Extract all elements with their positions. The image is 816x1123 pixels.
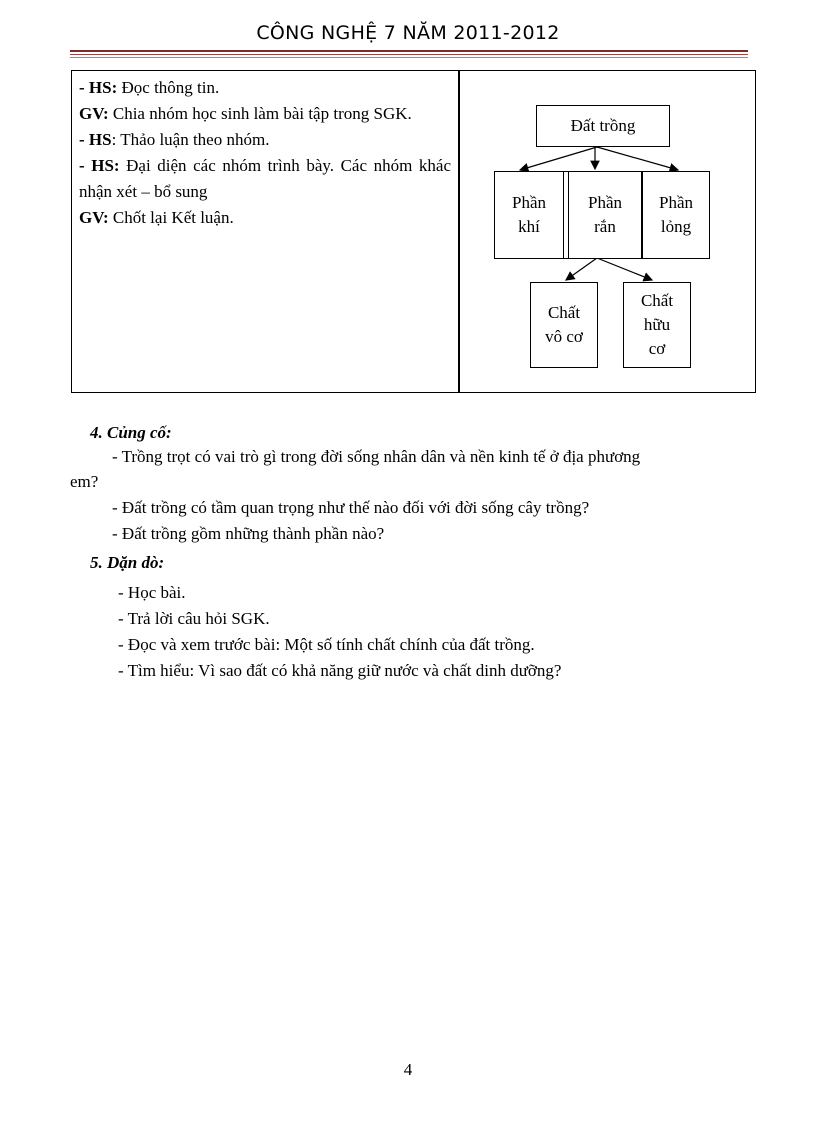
homework-item: - Trả lời câu hỏi SGK.	[118, 609, 270, 628]
page-header-title: CÔNG NGHỆ 7 NĂM 2011-2012	[256, 22, 560, 44]
node-label: lỏng	[660, 217, 692, 236]
question-text: - Đất trồng có tầm quan trọng như thế nào đối với đời sống cây trồng?	[112, 498, 590, 517]
header-rule	[70, 57, 748, 58]
node-label: rắn	[594, 217, 616, 236]
activity-text: Đọc thông tin.	[117, 78, 220, 97]
role-label: GV:	[79, 104, 109, 123]
diagram-node-solid	[568, 171, 642, 259]
section-heading-dan-do: 5. Dặn dò:	[90, 553, 165, 572]
homework-item: - Tìm hiểu: Vì sao đất có khả năng giữ nước và chất dinh dưỡng?	[118, 661, 562, 680]
page-number: 4	[403, 1060, 413, 1079]
homework-item: - Đọc và xem trước bài: Một số tính chất chính của đất trồng.	[118, 635, 535, 654]
activity-text: Chốt lại Kết luận.	[108, 208, 234, 227]
header-rule	[70, 54, 748, 55]
diagram-node-gas	[494, 171, 564, 259]
connector-arrow	[566, 258, 597, 280]
node-label: Chất	[640, 291, 674, 310]
diagram-node-organic	[623, 282, 691, 368]
activity-line	[79, 75, 451, 101]
node-label: Phần	[659, 193, 693, 212]
node-label: Phần	[512, 193, 546, 212]
question-text: - Trồng trọt có vai trò gì trong đời sống nhân dân và nền kinh tế ở địa phương	[112, 447, 641, 466]
activity-line	[79, 127, 451, 153]
diagram-node-root	[536, 105, 670, 147]
activity-column	[79, 75, 451, 231]
node-label: hữu	[643, 315, 671, 334]
diagram-node-inorganic	[530, 282, 598, 368]
node-label: vô cơ	[545, 327, 583, 346]
activity-line	[79, 205, 451, 231]
soil-composition-diagram	[458, 70, 756, 393]
node-label: Đất trồng	[570, 116, 636, 135]
role-label: - HS:	[79, 78, 118, 97]
activity-text: Chia nhóm học sinh làm bài tập trong SGK.	[108, 104, 412, 123]
activity-line	[79, 153, 451, 205]
node-label: Phần	[588, 193, 622, 212]
role-label: GV:	[79, 208, 109, 227]
node-label: Chất	[547, 303, 581, 322]
node-label: khí	[518, 217, 540, 236]
connector-arrow	[597, 147, 678, 170]
homework-item: - Học bài.	[118, 583, 186, 602]
header-rule	[70, 50, 748, 52]
activity-line	[79, 101, 451, 127]
connector-arrow	[520, 147, 597, 170]
diagram-node-liquid	[642, 171, 710, 259]
question-text: em?	[70, 472, 99, 491]
role-label: - HS	[79, 130, 112, 149]
node-label: cơ	[648, 339, 666, 358]
connector-arrow	[597, 258, 652, 280]
activity-text: : Thảo luận theo nhóm.	[111, 130, 270, 149]
section-heading-cung-co: 4. Củng cố:	[90, 423, 172, 442]
activity-text: Đại diện các nhóm trình bày. Các nhóm khác nhận xét – bổ sung	[79, 156, 451, 201]
role-label: - HS:	[79, 156, 120, 175]
question-text: - Đất trồng gồm những thành phần nào?	[112, 524, 385, 543]
